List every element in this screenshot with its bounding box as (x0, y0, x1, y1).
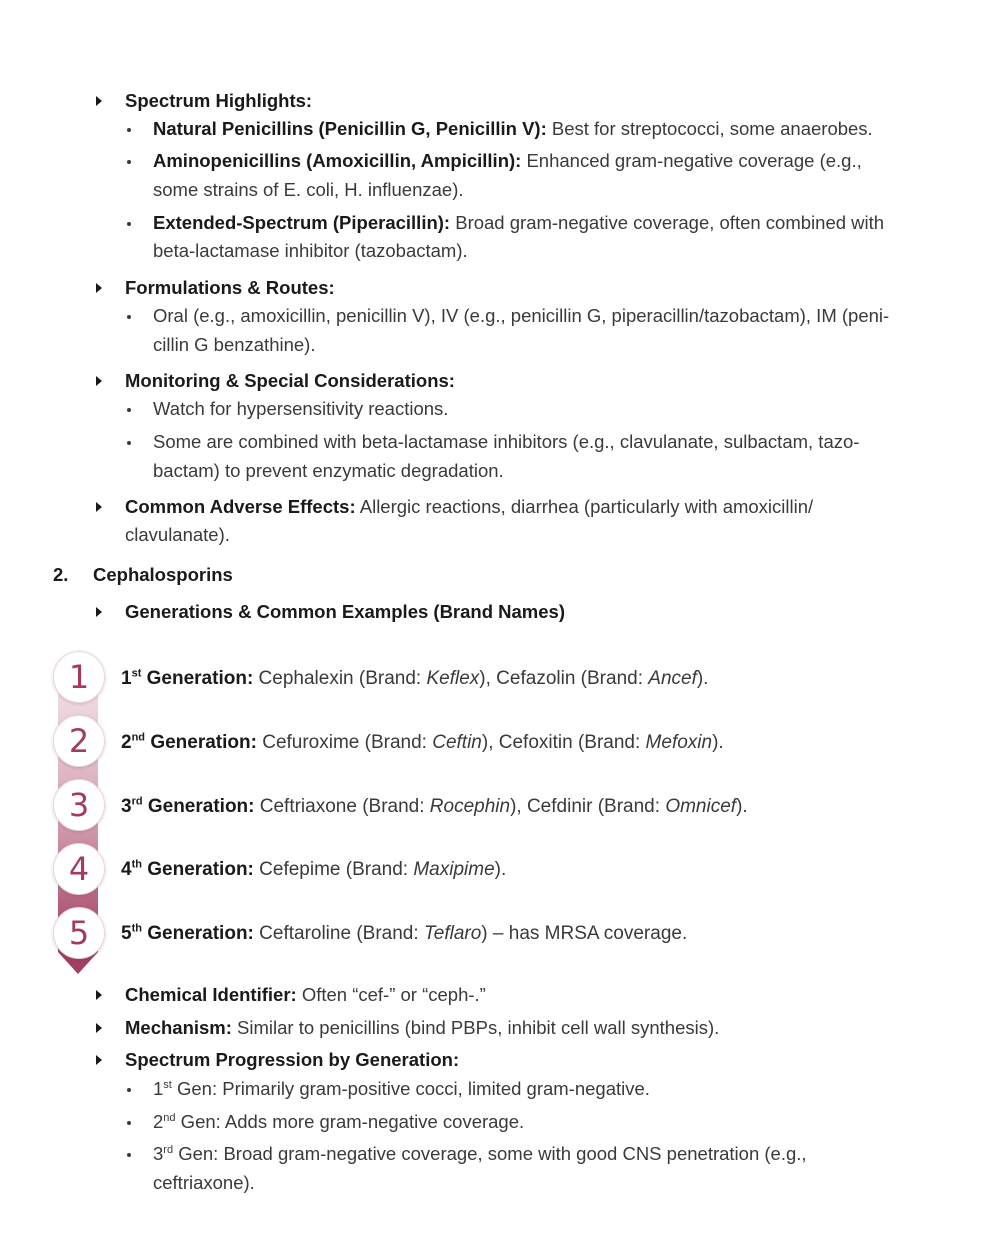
generation-item: 1st Generation: Cephalexin (Brand: Keflex), Cefazolin (Brand: Ancef). (121, 667, 709, 689)
section-title: Cephalosporins (93, 564, 233, 585)
generation-item: 3rd Generation: Ceftriaxone (Brand: Rocephin), Cefdinir (Brand: Omnicef). (121, 795, 748, 817)
caret-right-icon (96, 990, 102, 1000)
adverse-effects-continuation: clavulanate). (125, 524, 230, 545)
generation-number-circle: 2 (53, 715, 105, 767)
caret-right-icon (96, 607, 102, 617)
caret-right-icon (96, 96, 102, 106)
list-item: 3rd Gen: Broad gram-negative coverage, some with good CNS penetration (e.g., (153, 1143, 807, 1164)
list-item: Natural Penicillins (Penicillin G, Penicillin V): Best for streptococci, some anaerobes. (153, 118, 873, 139)
bullet-icon (127, 315, 131, 319)
spectrum-heading: Spectrum Highlights: (125, 90, 313, 111)
caret-right-icon (96, 1055, 102, 1065)
mechanism: Mechanism: Similar to penicillins (bind PBPs, inhibit cell wall synthesis). (125, 1017, 720, 1038)
list-item-continuation: bactam) to prevent enzymatic degradation. (153, 460, 504, 481)
list-item: Some are combined with beta-lactamase inhibitors (e.g., clavulanate, sulbactam, tazo- (153, 431, 860, 452)
list-item-continuation: ceftriaxone). (153, 1172, 255, 1193)
bullet-icon (127, 441, 131, 445)
chemical-identifier: Chemical Identifier: Often “cef-” or “ceph-.” (125, 984, 486, 1005)
section-number: 2. (53, 564, 69, 585)
monitoring-heading: Monitoring & Special Considerations: (125, 370, 455, 391)
generation-item: 2nd Generation: Cefuroxime (Brand: Ceftin), Cefoxitin (Brand: Mefoxin). (121, 731, 724, 753)
caret-right-icon (96, 283, 102, 293)
list-item: Watch for hypersensitivity reactions. (153, 398, 449, 419)
list-item: Extended-Spectrum (Piperacillin): Broad gram-negative coverage, often combined with (153, 212, 885, 233)
bullet-icon (127, 408, 131, 412)
bullet-icon (127, 1088, 131, 1092)
caret-right-icon (96, 502, 102, 512)
caret-right-icon (96, 1023, 102, 1033)
bullet-icon (127, 222, 131, 226)
bullet-icon (127, 160, 131, 164)
list-item: 1st Gen: Primarily gram-positive cocci, limited gram-negative. (153, 1078, 650, 1099)
list-item-continuation: some strains of E. coli, H. influenzae). (153, 179, 464, 200)
list-item: 2nd Gen: Adds more gram-negative coverage. (153, 1111, 525, 1132)
list-item-continuation: beta-lactamase inhibitor (tazobactam). (153, 240, 468, 261)
bullet-icon (127, 128, 131, 132)
list-item-continuation: cillin G benzathine). (153, 334, 316, 355)
generations-heading: Generations & Common Examples (Brand Names) (125, 601, 565, 622)
adverse-effects: Common Adverse Effects: Allergic reactions, diarrhea (particularly with amoxicillin/ (125, 496, 814, 517)
bullet-icon (127, 1121, 131, 1125)
caret-right-icon (96, 376, 102, 386)
generation-item: 5th Generation: Ceftaroline (Brand: Teflaro) – has MRSA coverage. (121, 922, 688, 944)
list-item: Oral (e.g., amoxicillin, penicillin V), IV (e.g., penicillin G, piperacillin/tazobactam), IM (peni- (153, 305, 890, 326)
generation-number-circle: 3 (53, 779, 105, 831)
formulations-heading: Formulations & Routes: (125, 277, 335, 298)
list-item: Aminopenicillins (Amoxicillin, Ampicillin): Enhanced gram-negative coverage (e.g., (153, 150, 862, 171)
progression-heading: Spectrum Progression by Generation: (125, 1049, 460, 1070)
bullet-icon (127, 1153, 131, 1157)
generation-number-circle: 1 (53, 651, 105, 703)
generation-number-circle: 4 (53, 843, 105, 895)
generation-number-circle: 5 (53, 907, 105, 959)
generation-item: 4th Generation: Cefepime (Brand: Maxipime). (121, 858, 507, 880)
